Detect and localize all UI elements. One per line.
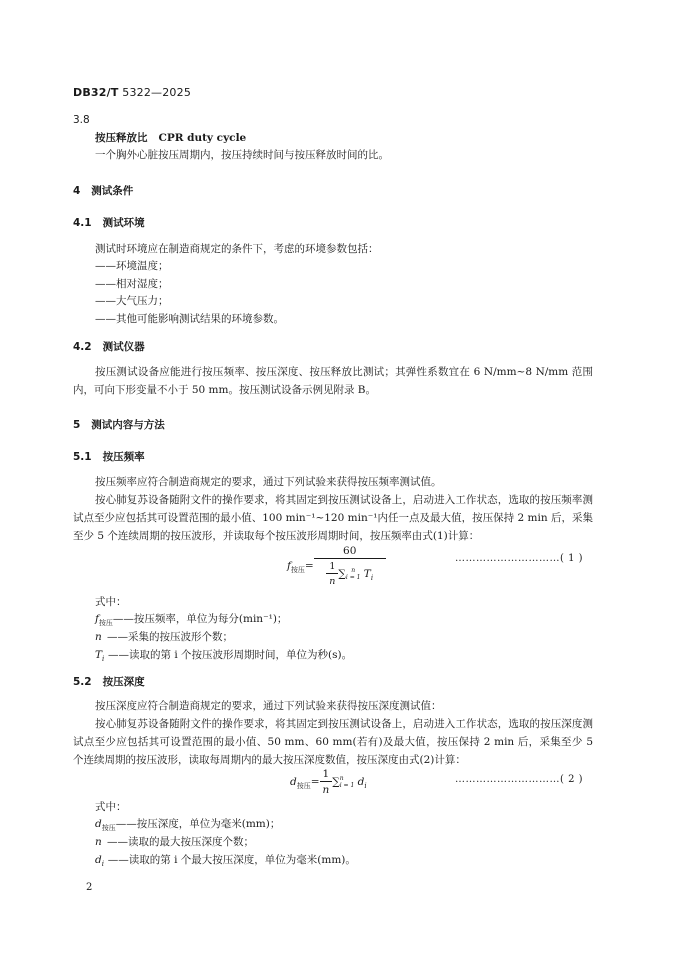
- eq1-leader: …………………………: [455, 553, 560, 564]
- term-definition: 一个胸外心脏按压周期内，按压持续时间与按压释放时间的比。: [95, 149, 389, 161]
- section-title: 按压深度: [102, 676, 145, 688]
- def-var: d: [95, 854, 102, 866]
- eq2-equals: =: [310, 776, 320, 788]
- eq2-leader: …………………………: [455, 774, 560, 785]
- definition-row: [95, 646, 352, 668]
- term-english: CPR duty cycle: [158, 132, 247, 144]
- def-sub: 按压: [101, 824, 116, 833]
- eq2-sum-lower: i = 1: [339, 782, 355, 789]
- eq1-sum-lower: i = 1: [345, 574, 361, 581]
- def-text: ——读取的第 i 个最大按压深度，单位为毫米(mm)。: [107, 854, 356, 866]
- eq2-lhs-sub: 按压: [296, 782, 311, 791]
- section-title: 测试条件: [91, 185, 134, 197]
- eq1-term-sub: i: [370, 574, 374, 583]
- eq1-term-var: T: [363, 568, 371, 580]
- document-code: [73, 86, 191, 99]
- depth-paragraph-2: 按心肺复苏设备随附文件的操作要求，将其固定到按压测试设备上，启动进入工作状态，选取的按压深度测试点至少应包括其可设置范围的最小值、50 mm、60 mm(若有)及最大值，按压保持 2 min 后，采集至少 5 个连续周期的按压波形，读取每周期内的最大按压深度数值，按压深度由式(2)计算：: [73, 718, 593, 766]
- eq1-lhs-sub: 按压: [290, 566, 305, 575]
- def-text: ——按压深度，单位为毫米(mm)；: [115, 818, 281, 830]
- page-number: 2: [86, 882, 93, 893]
- def-var: n: [95, 631, 102, 643]
- def-sub: i: [102, 655, 105, 664]
- def-text: ——读取的最大按压深度个数；: [107, 836, 254, 848]
- eq2-fraction: [320, 768, 333, 796]
- section-title: 测试环境: [102, 217, 145, 229]
- frequency-paragraph-2: 按心肺复苏设备随附文件的操作要求，将其固定到按压测试设备上，启动进入工作状态，选取的按压频率测试点至少应包括其可设置范围的最小值、100 min⁻¹~120 min⁻¹内任一点及最大值，按压保持 2 min 后，采集至少 5 个连续周期的按压波形，并读取每个按压波形周期时间，按压频率由式(1)计算：: [73, 494, 593, 542]
- eq1-inner-num: 1: [326, 561, 338, 574]
- section-title: 按压频率: [102, 451, 145, 463]
- def-sub: 按压: [98, 619, 113, 628]
- eq2-sum-limits: [340, 775, 355, 789]
- eq1-sum: ∑: [338, 568, 346, 580]
- eq1-numerator: 60: [314, 545, 386, 559]
- where-label-2: 式中：: [95, 801, 127, 813]
- definition-row: [95, 833, 254, 851]
- equation-1-number: [455, 553, 583, 564]
- eq1-sum-limits: [346, 567, 361, 581]
- definition-row: [95, 851, 356, 873]
- def-var: T: [95, 649, 103, 661]
- environment-intro: 测试时环境应在制造商规定的条件下，考虑的环境参数包括：: [95, 243, 379, 255]
- definition-row: [95, 628, 233, 646]
- def-text: ——读取的第 i 个按压波形周期时间，单位为秒(s)。: [108, 649, 353, 661]
- equation-2-number: [455, 774, 583, 785]
- equation-1: [287, 545, 386, 587]
- eq2-denominator: n: [322, 784, 330, 796]
- list-item: ——其他可能影响测试结果的环境参数。: [95, 313, 284, 325]
- section-number: 4.2: [73, 341, 92, 353]
- section-heading-5-1: [73, 449, 145, 464]
- eq1-number: ( 1 ): [560, 553, 584, 564]
- section-title: 测试内容与方法: [91, 419, 165, 431]
- equation-2: [290, 768, 367, 796]
- list-item: ——相对湿度；: [95, 278, 169, 290]
- eq2-term-var: d: [357, 776, 365, 788]
- eq1-inner-den: n: [329, 576, 336, 587]
- section-number: 4.1: [73, 217, 92, 229]
- list-item: ——环境温度；: [95, 260, 169, 272]
- eq1-lhs-var: f: [287, 560, 291, 572]
- section-heading-5: [73, 417, 165, 432]
- eq2-number: ( 2 ): [560, 774, 584, 785]
- eq2-sum: ∑: [332, 776, 340, 788]
- section-heading-4: [73, 183, 133, 198]
- section-number: 5.2: [73, 676, 92, 688]
- eq2-numerator: 1: [320, 768, 333, 782]
- eq2-lhs-var: d: [290, 776, 297, 788]
- section-number-3-8: 3.8: [73, 114, 90, 126]
- depth-paragraph-1: 按压深度应符合制造商规定的要求，通过下列试验来获得按压深度测试值：: [95, 700, 442, 712]
- instrument-paragraph: 按压测试设备应能进行按压频率、按压深度、按压释放比测试；其弹性系数宜在 6 N/mm~8 N/mm 范围内，可向下形变量不小于 50 mm。按压测试设备示例见附录 B。: [73, 366, 593, 396]
- where-label-1: 式中：: [95, 596, 127, 608]
- section-number: 4: [73, 185, 81, 197]
- section-number: 5: [73, 419, 81, 431]
- eq2-term-sub: i: [364, 782, 367, 791]
- def-text: ——按压频率，单位为每分(min⁻¹)；: [112, 613, 288, 625]
- document-code-number: 5322—2025: [118, 86, 192, 99]
- section-number: 5.1: [73, 451, 92, 463]
- section-title: 测试仪器: [102, 341, 145, 353]
- def-var: f: [95, 613, 99, 625]
- term-heading: [95, 130, 246, 145]
- def-text: ——采集的按压波形个数；: [107, 631, 233, 643]
- frequency-paragraph-1: 按压频率应符合制造商规定的要求，通过下列试验来获得按压频率测试值。: [95, 476, 442, 488]
- section-heading-5-2: [73, 674, 145, 689]
- eq1-sum-upper: n: [351, 567, 356, 574]
- term-chinese: 按压释放比: [95, 132, 148, 144]
- eq1-denominator: [314, 559, 386, 587]
- def-sub: i: [101, 860, 104, 869]
- def-var: d: [95, 818, 102, 830]
- section-heading-4-1: [73, 215, 145, 230]
- list-item: ——大气压力；: [95, 295, 169, 307]
- document-code-prefix: DB32/T: [73, 86, 119, 99]
- section-heading-4-2: [73, 339, 145, 354]
- eq1-fraction: [314, 545, 386, 587]
- eq1-inner-fraction: [326, 561, 338, 587]
- eq2-sum-upper: n: [339, 775, 344, 782]
- eq1-equals: =: [304, 560, 314, 572]
- def-var: n: [95, 836, 102, 848]
